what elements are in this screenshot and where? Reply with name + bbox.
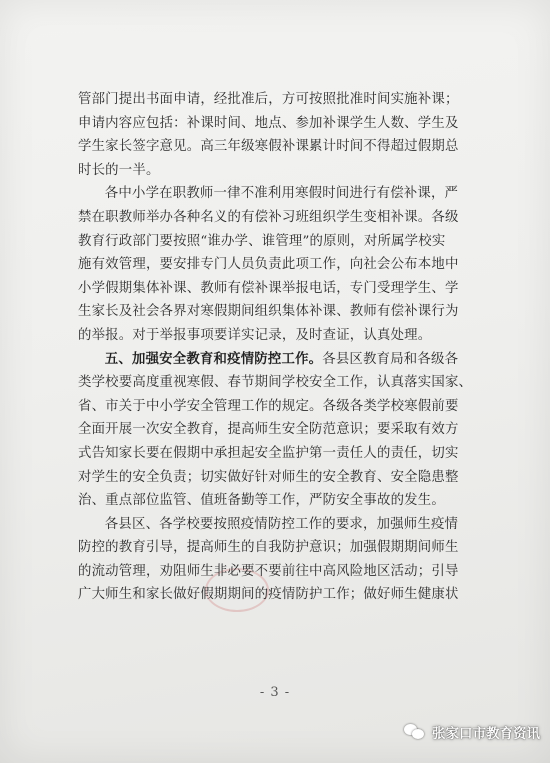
section-heading: 五、加强安全教育和疫情防控工作。 xyxy=(104,350,323,367)
text-line: 对学生的安全负责；切实做好针对师生的安全教育、安全隐患整 xyxy=(78,469,459,485)
text-line: 申请内容应包括：补课时间、地点、参加补课学生人数、学生及 xyxy=(78,115,459,131)
text-line: 教育行政部门要按照“谁办学、谁管理”的原则，对所属学校实 xyxy=(78,233,446,249)
text-line: 小学假期集体补课、教师有偿补课举报电话，专门受理学生、学 xyxy=(78,280,459,296)
text-line: 管部门提出书面申请，经批准后，方可按照批准时间实施补课； xyxy=(78,92,459,107)
text-line-with-heading xyxy=(78,348,508,372)
text-line: 全面开展一次安全教育，提高师生安全防范意识；要采取有效方 xyxy=(78,422,459,438)
paragraph-2 xyxy=(78,182,508,347)
text-line: 类学校要高度重视寒假、春节期间学校安全工作，认真落实国家、 xyxy=(78,375,473,391)
watermark-text: 张家口市教育资讯 xyxy=(432,726,540,742)
text-line: 广大师生和家长做好假期期间的疫情防护工作；做好师生健康状 xyxy=(78,587,459,603)
text-line: 生家长及社会各界对寒假期间组织集体补课、教师有偿补课行为 xyxy=(78,304,459,320)
document-body xyxy=(78,88,508,607)
text-line: 禁在职教师举办各种名义的有偿补习班组织学生变相补课。各级 xyxy=(78,209,459,225)
account-watermark xyxy=(404,722,540,742)
text-line: 施有效管理，要安排专门人员负责此项工作，向社会公布本地中 xyxy=(78,257,459,273)
text-line: 各县区、各学校要按照疫情防控工作的要求，加强师生疫情 xyxy=(104,516,459,532)
text-line: 学生家长签字意见。高三年级寒假补课累计时间不得超过假期总 xyxy=(78,139,459,155)
text-line: 防控的教育引导，提高师生的自我防护意识；加强假期期间师生 xyxy=(78,540,459,556)
paragraph-1 xyxy=(78,88,508,182)
text-line: 各中小学在职教师一律不准利用寒假时间进行有偿补课，严 xyxy=(104,186,459,202)
text-line: 治、重点部位监管、值班备勤等工作，严防安全事故的发生。 xyxy=(78,493,445,509)
text-line: 式告知家长要在假期中承担起安全监护第一责任人的责任，切实 xyxy=(78,445,459,461)
page-number: - 3 - xyxy=(259,685,291,700)
text-line: 的流动管理，劝阻师生非必要不要前往中高风险地区活动；引导 xyxy=(78,563,459,579)
paragraph-4 xyxy=(78,513,508,607)
text-line: 省、市关于中小学安全管理工作的规定。各级各类学校寒假前要 xyxy=(78,398,459,414)
wechat-icon xyxy=(404,723,426,741)
paragraph-3 xyxy=(78,348,508,513)
text-line: 时长的一半。 xyxy=(78,162,160,178)
text-line: 的举报。对于举报事项要详实记录，及时查证，认真处理。 xyxy=(78,327,432,343)
text-fragment: 各县区教育局和各级各 xyxy=(322,351,459,367)
